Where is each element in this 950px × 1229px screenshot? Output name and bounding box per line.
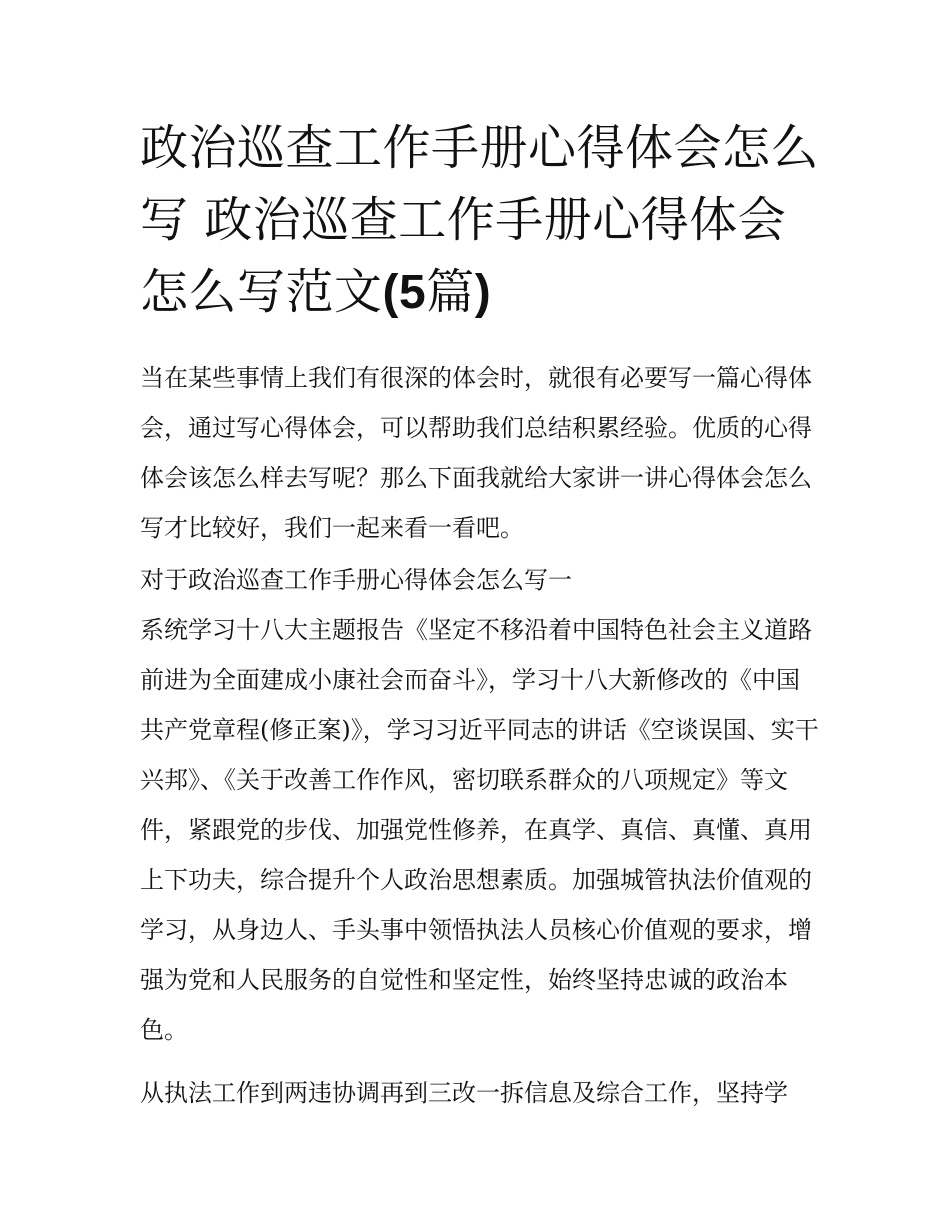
title-close-paren: ) bbox=[474, 266, 492, 319]
title-text: 政治巡查工作手册心得体会怎么写 政治巡查工作手册心得体会怎么写范文 bbox=[140, 120, 820, 320]
body-paragraph-continued: 从执法工作到两违协调再到三改一拆信息及综合工作，坚持学 bbox=[140, 1079, 788, 1107]
document-title bbox=[140, 112, 820, 329]
body-paragraph: 系统学习十八大主题报告《坚定不移沿着中国特色社会主义道路前进为全面建成小康社会而奋斗》，学习十八大新修改的《中国共产党章程(修正案)》，学习习近平同志的讲话《空谈误国、实干兴邦》、《关于改善工作作风，密切联系群众的八项规定》等文件，紧跟党的步伐、加强党性修养，在真学、真信、真懂、真用上下功夫，综合提升个人政治思想素质。加强城管执法价值观的学习，从身边人、手头事中领悟执法人员核心价值观的要求，增强为党和人民服务的自觉性和坚定性，始终坚持忠诚的政治本色。 bbox=[140, 616, 819, 1044]
intro-paragraph: 当在某些事情上我们有很深的体会时，就很有必要写一篇心得体会，通过写心得体会，可以帮助我们总结积累经验。优质的心得体会该怎么样去写呢？那么下面我就给大家讲一讲心得体会怎么写才比较好，我们一起来看一看吧。 bbox=[140, 364, 812, 542]
title-unit: 篇 bbox=[426, 264, 475, 320]
title-count: (5 bbox=[382, 266, 427, 319]
section-heading: 对于政治巡查工作手册心得体会怎么写一 bbox=[140, 566, 572, 594]
